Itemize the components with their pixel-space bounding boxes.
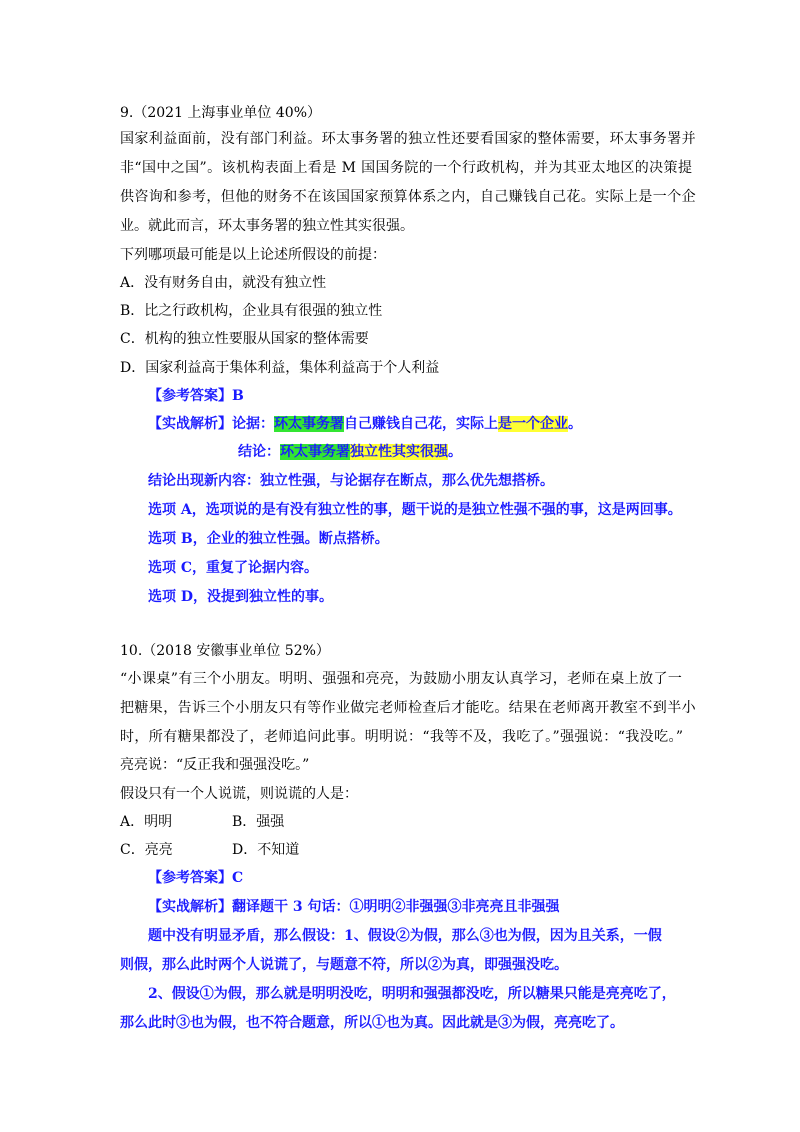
q9-stem-line-3: 供咨询和参考，但他的财务不在该国国家预算体系之内，自己赚钱自己花。实际上是一个企 <box>120 189 696 205</box>
q10-stem-line-1: “小课桌”有三个小朋友。明明、强强和亮亮，为鼓励小朋友认真学习，老师在桌上放了一 <box>120 671 683 687</box>
q9-option-c: C．机构的独立性要服从国家的整体需要 <box>120 331 369 347</box>
q9-premise <box>148 413 582 435</box>
q10-answer: 【参考答案】C <box>148 870 244 886</box>
q10-para1-line-1: 题中没有明显矛盾，那么假设：1、假设②为假，那么③也为假，因为且关系，一假 <box>148 928 662 944</box>
q10-options-row-1 <box>120 811 284 833</box>
q9-question: 下列哪项最可能是以上论述所假设的前提： <box>120 247 386 263</box>
q9-premise-end: 。 <box>568 416 582 432</box>
q9-conclusion-highlight-yellow: 独立性其实很强 <box>350 444 448 460</box>
q9-premise-mid: 自己赚钱自己花，实际上 <box>344 416 498 432</box>
q9-option-d: D．国家利益高于集体利益，集体利益高于个人利益 <box>120 360 440 376</box>
q10-stem-line-4: 亮亮说：“反正我和强强没吃。” <box>120 757 310 773</box>
q9-conclusion-highlight-green: 环太事务署 <box>280 444 350 460</box>
q9-conclusion-label: 结论： <box>238 444 280 460</box>
q9-note-1: 结论出现新内容：独立性强，与论据存在断点，那么优先想搭桥。 <box>148 473 554 489</box>
q9-stem-line-4: 业。就此而言，环太事务署的独立性其实很强。 <box>120 218 414 234</box>
q9-option-b: B．比之行政机构，企业具有很强的独立性 <box>120 303 383 319</box>
q9-conclusion-end: 。 <box>448 444 462 460</box>
q9-stem-line-1: 国家利益面前，没有部门利益。环太事务署的独立性还要看国家的整体需要，环太事务署并 <box>120 131 696 147</box>
q10-title: 10.（2018 安徽事业单位 52%） <box>120 643 330 659</box>
q10-para2-line-2: 那么此时③也为假，也不符合题意，所以①也为真。因此就是③为假，亮亮吃了。 <box>120 1015 624 1031</box>
q10-option-c: C．亮亮 <box>120 842 173 858</box>
q10-para2-line-1: 2、假设①为假，那么就是明明没吃，明明和强强都没吃，所以糖果只能是亮亮吃了， <box>148 986 676 1002</box>
q10-analysis: 【实战解析】翻译题干 3 句话：①明明②非强强③非亮亮且非强强 <box>148 899 560 915</box>
q9-stem-line-2: 非“国中之国”。该机构表面上看是 M 国国务院的一个行政机构，并为其亚太地区的决策提 <box>120 160 693 176</box>
q10-options-row-2 <box>120 839 299 861</box>
q9-title: 9.（2021 上海事业单位 40%） <box>120 105 322 121</box>
q10-option-d: D．不知道 <box>232 842 300 858</box>
q10-option-a: A．明明 <box>120 814 173 830</box>
q9-answer: 【参考答案】B <box>148 388 244 404</box>
q9-premise-highlight-green: 环太事务署 <box>274 416 344 432</box>
q9-premise-highlight-yellow: 是一个企业 <box>498 416 568 432</box>
q9-note-5: 选项 D，没提到独立性的事。 <box>148 589 334 605</box>
q9-analysis-label: 【实战解析】 <box>148 416 232 432</box>
q10-para1-line-2: 则假，那么此时两个人说谎了，与题意不符，所以②为真，即强强没吃。 <box>120 957 568 973</box>
q9-note-3: 选项 B，企业的独立性强。断点搭桥。 <box>148 531 389 547</box>
q9-premise-label: 论据： <box>232 416 274 432</box>
q9-note-2: 选项 A，选项说的是有没有独立性的事，题干说的是独立性强不强的事，这是两回事。 <box>148 502 682 518</box>
q10-stem-line-2: 把糖果，告诉三个小朋友只有等作业做完老师检查后才能吃。结果在老师离开教室不到半小 <box>120 700 696 716</box>
q9-note-4: 选项 C，重复了论据内容。 <box>148 560 319 576</box>
q9-option-a: A．没有财务自由，就没有独立性 <box>120 275 327 291</box>
q10-option-b: B．强强 <box>232 814 285 830</box>
q10-stem-line-3: 时，所有糖果都没了，老师追问此事。明明说：“我等不及，我吃了。”强强说：“我没吃。” <box>120 729 684 745</box>
q9-conclusion <box>238 441 462 463</box>
q10-question: 假设只有一个人说谎，则说谎的人是： <box>120 786 358 802</box>
